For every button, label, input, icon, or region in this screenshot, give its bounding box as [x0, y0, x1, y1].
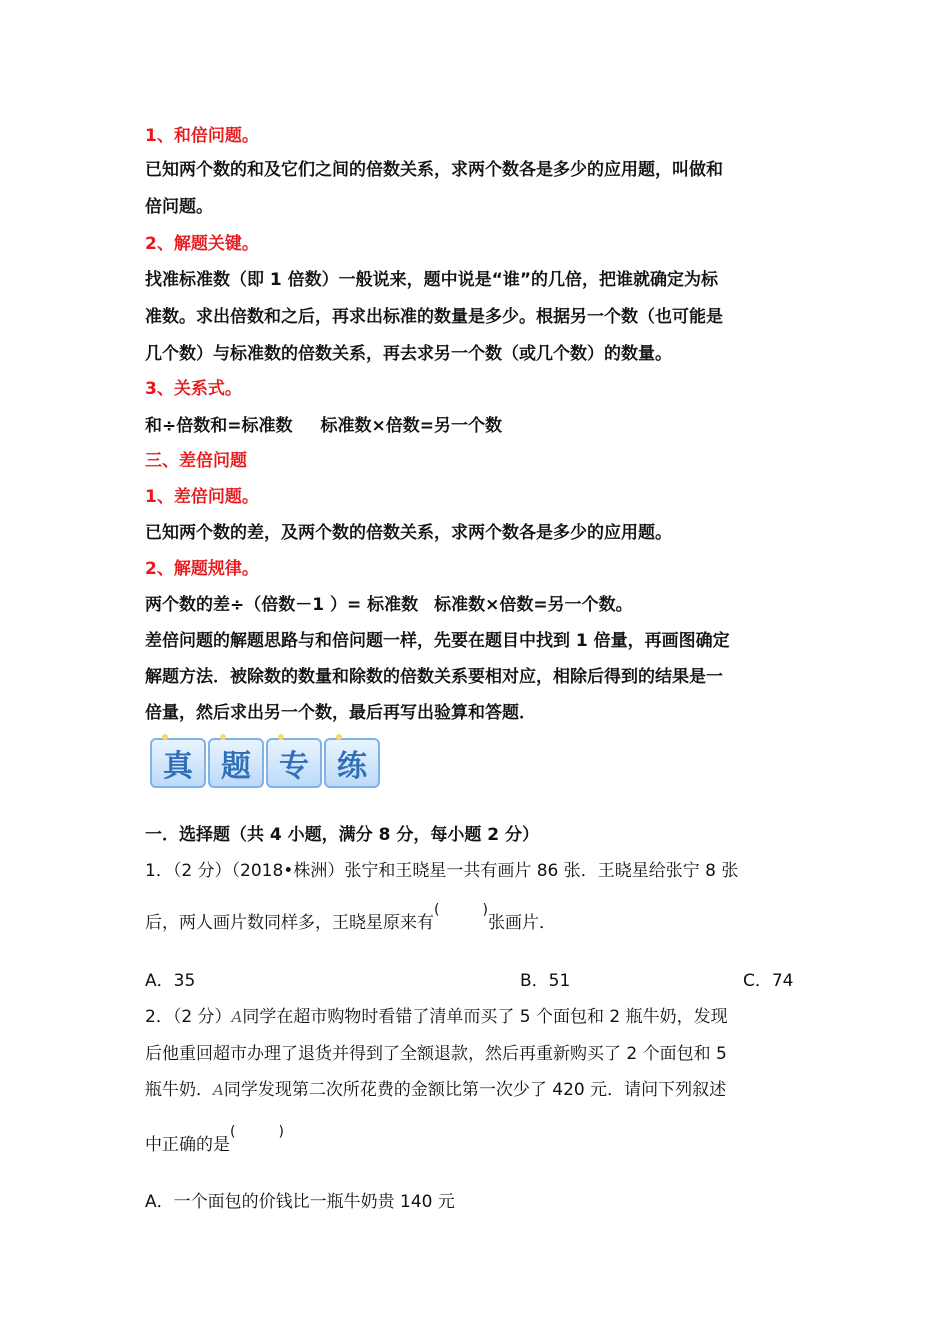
banner-char: 题 [208, 738, 264, 788]
formula-line [145, 411, 502, 436]
option-b: B．51 [520, 971, 571, 991]
variable: A [213, 1081, 224, 1099]
quiz-section-title: 一．选择题（共 4 小题，满分 8 分，每小题 2 分） [145, 825, 539, 845]
paren-left: ( [230, 1124, 236, 1140]
heading-difference: 1、差倍问题。 [145, 487, 259, 507]
question-1-line: 1．（2 分）（2018•株洲）张宁和王晓星一共有画片 86 张．王晓星给张宁 8 张 [145, 861, 739, 881]
formula: 标准数×倍数=另一个数 [320, 416, 502, 436]
paragraph: 找准标准数（即 1 倍数）一般说来，题中说是“谁”的几倍，把谁就确定为标 [145, 270, 719, 290]
formula: 和÷倍数和=标准数 [145, 416, 293, 436]
option-a: A．35 [145, 971, 196, 991]
answer-blank [434, 902, 488, 928]
formula: 标准数×倍数=另一个数。 [434, 595, 633, 615]
question-1-options [145, 966, 845, 991]
paragraph: 已知两个数的和及它们之间的倍数关系，求两个数各是多少的应用题，叫做和 [145, 160, 723, 180]
paragraph: 解题方法．被除数的数量和除数的倍数关系要相对应，相除后得到的结果是一 [145, 667, 723, 687]
banner-char: 练 [324, 738, 380, 788]
heading-key: 2、解题关键。 [145, 234, 259, 254]
answer-blank [230, 1124, 284, 1150]
heading-sum-multiple: 1、和倍问题。 [145, 126, 259, 146]
question-2-line: 后他重回超市办理了退货并得到了全额退款，然后再重新购买了 2 个面包和 5 [145, 1044, 727, 1064]
question-2-line [145, 1075, 726, 1100]
paragraph: 准数。求出倍数和之后，再求出标准的数量是多少。根据另一个数（也可能是 [145, 307, 723, 327]
heading-relation: 3、关系式。 [145, 379, 242, 399]
variable: A [231, 1008, 243, 1026]
practice-banner [150, 735, 380, 787]
question-text: 后，两人画片数同样多，王晓星原来有 [145, 913, 434, 933]
paragraph: 已知两个数的差，及两个数的倍数关系，求两个数各是多少的应用题。 [145, 523, 672, 543]
question-text: 同学在超市购物时看错了清单而买了 5 个面包和 2 瓶牛奶，发现 [242, 1007, 728, 1027]
question-text: 中正确的是 [145, 1135, 230, 1155]
question-1-line [145, 902, 556, 933]
banner-char: 专 [266, 738, 322, 788]
option-c: C．74 [743, 971, 794, 991]
question-2-line [145, 1002, 728, 1027]
section-title-difference: 三、差倍问题 [145, 451, 247, 471]
paragraph: 差倍问题的解题思路与和倍问题一样，先要在题目中找到 1 倍量，再画图确定 [145, 631, 730, 651]
banner-char: 真 [150, 738, 206, 788]
heading-rule: 2、解题规律。 [145, 559, 259, 579]
formula-line [145, 590, 633, 615]
paren-right: ) [482, 902, 488, 918]
question-text: 同学发现第二次所花费的金额比第一次少了 420 元．请问下列叙述 [223, 1080, 727, 1100]
paragraph: 几个数）与标准数的倍数关系，再去求另一个数（或几个数）的数量。 [145, 344, 672, 364]
paragraph: 倍量，然后求出另一个数，最后再写出验算和答题． [145, 703, 536, 723]
question-text: 张画片． [488, 913, 556, 933]
question-2-option-a: A．一个面包的价钱比一瓶牛奶贵 140 元 [145, 1192, 455, 1212]
paren-right: ) [278, 1124, 284, 1140]
formula: 两个数的差÷（倍数－1 ）= 标准数 [145, 595, 419, 615]
question-2-line [145, 1124, 284, 1155]
paren-left: ( [434, 902, 440, 918]
question-text: 瓶牛奶． [145, 1080, 213, 1100]
question-text: 2．（2 分） [145, 1007, 232, 1027]
paragraph: 倍问题。 [145, 197, 213, 217]
